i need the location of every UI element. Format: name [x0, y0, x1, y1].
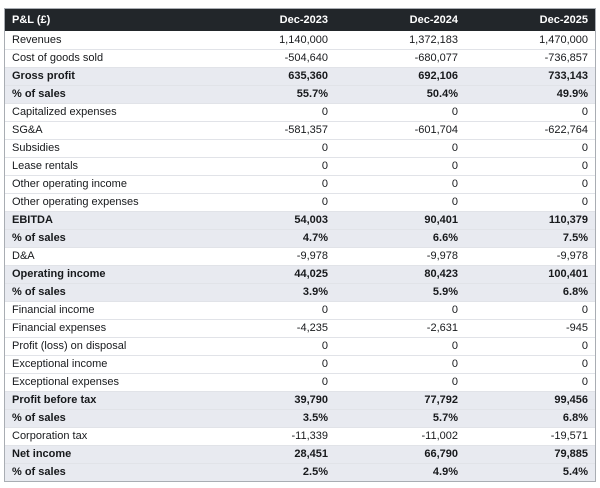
row-value-dec-2024: 50.4%: [426, 88, 458, 100]
row-value-dec-2025: 110,379: [548, 214, 588, 226]
row-label: % of sales: [12, 232, 66, 244]
table-row: [5, 391, 595, 409]
row-value-dec-2023: 2.5%: [302, 466, 328, 478]
row-value-dec-2025: 0: [581, 376, 588, 388]
column-header-dec-2025: Dec-2025: [539, 13, 588, 26]
row-value-dec-2025: 6.8%: [562, 286, 588, 298]
row-label: Corporation tax: [12, 430, 88, 442]
row-value-dec-2024: 0: [451, 376, 458, 388]
row-value-dec-2025: 0: [581, 160, 588, 172]
row-value-dec-2024: 1,372,183: [409, 33, 458, 46]
column-header-pnl: P&L (£): [12, 13, 51, 26]
row-value-dec-2023: 0: [321, 106, 328, 118]
row-label: % of sales: [12, 412, 66, 424]
row-value-dec-2025: 49.9%: [556, 88, 588, 100]
row-value-dec-2023: 44,025: [294, 268, 328, 280]
row-value-dec-2023: 39,790: [294, 394, 328, 406]
row-value-dec-2024: 0: [451, 304, 458, 316]
row-label: Cost of goods sold: [12, 52, 104, 64]
row-value-dec-2024: 0: [451, 340, 458, 352]
row-value-dec-2023: 0: [321, 196, 328, 208]
row-value-dec-2023: 1,140,000: [279, 33, 328, 46]
row-value-dec-2025: 5.4%: [562, 466, 588, 478]
row-label: Other operating expenses: [12, 196, 139, 208]
row-value-dec-2023: -11,339: [291, 430, 328, 442]
row-value-dec-2023: 0: [321, 142, 328, 154]
row-label: % of sales: [12, 466, 66, 478]
table-row: [5, 139, 595, 157]
row-value-dec-2024: -601,704: [414, 124, 458, 136]
row-value-dec-2025: -622,764: [544, 124, 588, 136]
table-row: [5, 355, 595, 373]
row-value-dec-2023: 0: [321, 160, 328, 172]
table-row: [5, 157, 595, 175]
table-row: [5, 445, 595, 463]
table-row: [5, 373, 595, 391]
row-label: SG&A: [12, 124, 43, 136]
row-value-dec-2024: 0: [451, 106, 458, 118]
row-label: Exceptional income: [12, 358, 108, 370]
row-value-dec-2025: 99,456: [554, 394, 588, 406]
row-label: Net income: [12, 448, 72, 460]
column-header-dec-2023: Dec-2023: [279, 13, 328, 26]
row-value-dec-2024: 6.6%: [432, 232, 458, 244]
row-value-dec-2024: 5.9%: [432, 286, 458, 298]
row-label: % of sales: [12, 88, 66, 100]
table-row: [5, 49, 595, 67]
row-label: Profit before tax: [12, 394, 97, 406]
row-label: Subsidies: [12, 142, 60, 154]
row-value-dec-2024: 0: [451, 160, 458, 172]
row-label: D&A: [12, 250, 35, 262]
row-value-dec-2025: 0: [581, 106, 588, 118]
pnl-table: [4, 8, 596, 482]
row-label: Operating income: [12, 268, 106, 280]
row-value-dec-2023: 54,003: [294, 214, 328, 226]
row-value-dec-2024: 0: [451, 358, 458, 370]
row-value-dec-2024: -2,631: [426, 322, 458, 334]
table-row: [5, 31, 595, 49]
table-row: [5, 337, 595, 355]
table-row: [5, 229, 595, 247]
row-value-dec-2024: -11,002: [421, 430, 458, 442]
row-value-dec-2025: 0: [581, 142, 588, 154]
column-header-dec-2024: Dec-2024: [409, 13, 458, 26]
row-value-dec-2025: 7.5%: [562, 232, 588, 244]
row-value-dec-2023: 0: [321, 304, 328, 316]
row-value-dec-2023: 0: [321, 340, 328, 352]
row-value-dec-2023: -9,978: [296, 250, 328, 262]
row-label: Other operating income: [12, 178, 127, 190]
row-value-dec-2024: 692,106: [418, 70, 458, 82]
row-value-dec-2025: 0: [581, 178, 588, 190]
row-value-dec-2023: 0: [321, 376, 328, 388]
row-value-dec-2024: 5.7%: [432, 412, 458, 424]
row-value-dec-2023: 3.5%: [302, 412, 328, 424]
table-row: [5, 409, 595, 427]
row-value-dec-2023: -4,235: [296, 322, 328, 334]
table-row: [5, 301, 595, 319]
row-value-dec-2024: 66,790: [424, 448, 458, 460]
table-row: [5, 85, 595, 103]
row-value-dec-2025: 0: [581, 358, 588, 370]
row-value-dec-2023: -581,357: [284, 124, 328, 136]
table-body: [5, 31, 595, 481]
row-value-dec-2024: 0: [451, 178, 458, 190]
table-row: [5, 67, 595, 85]
row-value-dec-2023: 0: [321, 178, 328, 190]
row-value-dec-2025: 733,143: [548, 70, 588, 82]
table-row: [5, 247, 595, 265]
table-row: [5, 103, 595, 121]
row-label: Lease rentals: [12, 160, 79, 172]
row-value-dec-2023: 635,360: [288, 70, 328, 82]
row-label: EBITDA: [12, 214, 53, 226]
row-value-dec-2024: -680,077: [414, 52, 458, 64]
table-row: [5, 175, 595, 193]
row-label: Exceptional expenses: [12, 376, 120, 388]
row-label: Profit (loss) on disposal: [12, 340, 127, 352]
row-label: Capitalized expenses: [12, 106, 117, 118]
row-value-dec-2023: 55.7%: [296, 88, 328, 100]
table-row: [5, 211, 595, 229]
row-value-dec-2025: 100,401: [548, 268, 588, 280]
table-row: [5, 283, 595, 301]
row-value-dec-2024: 4.9%: [432, 466, 458, 478]
table-row: [5, 193, 595, 211]
row-label: % of sales: [12, 286, 66, 298]
table-row: [5, 121, 595, 139]
row-value-dec-2025: 6.8%: [562, 412, 588, 424]
row-value-dec-2024: -9,978: [426, 250, 458, 262]
table-row: [5, 463, 595, 481]
table-header-row: [5, 9, 595, 31]
row-value-dec-2024: 0: [451, 196, 458, 208]
row-label: Financial income: [12, 304, 95, 316]
row-value-dec-2025: -9,978: [556, 250, 588, 262]
row-label: Financial expenses: [12, 322, 107, 334]
table-row: [5, 319, 595, 337]
row-value-dec-2025: 0: [581, 196, 588, 208]
row-value-dec-2025: -19,571: [550, 430, 588, 442]
table-row: [5, 265, 595, 283]
table-row: [5, 427, 595, 445]
row-value-dec-2025: -945: [565, 322, 588, 334]
row-label: Revenues: [12, 33, 62, 46]
row-value-dec-2023: 0: [321, 358, 328, 370]
row-value-dec-2025: -736,857: [544, 52, 588, 64]
row-value-dec-2024: 90,401: [424, 214, 458, 226]
row-value-dec-2025: 79,885: [554, 448, 588, 460]
row-value-dec-2024: 0: [451, 142, 458, 154]
row-value-dec-2023: -504,640: [284, 52, 328, 64]
row-label: Gross profit: [12, 70, 75, 82]
row-value-dec-2023: 28,451: [294, 448, 328, 460]
row-value-dec-2023: 3.9%: [302, 286, 328, 298]
row-value-dec-2025: 1,470,000: [539, 33, 588, 46]
row-value-dec-2025: 0: [581, 304, 588, 316]
row-value-dec-2023: 4.7%: [302, 232, 328, 244]
row-value-dec-2024: 77,792: [424, 394, 458, 406]
row-value-dec-2025: 0: [581, 340, 588, 352]
row-value-dec-2024: 80,423: [424, 268, 458, 280]
